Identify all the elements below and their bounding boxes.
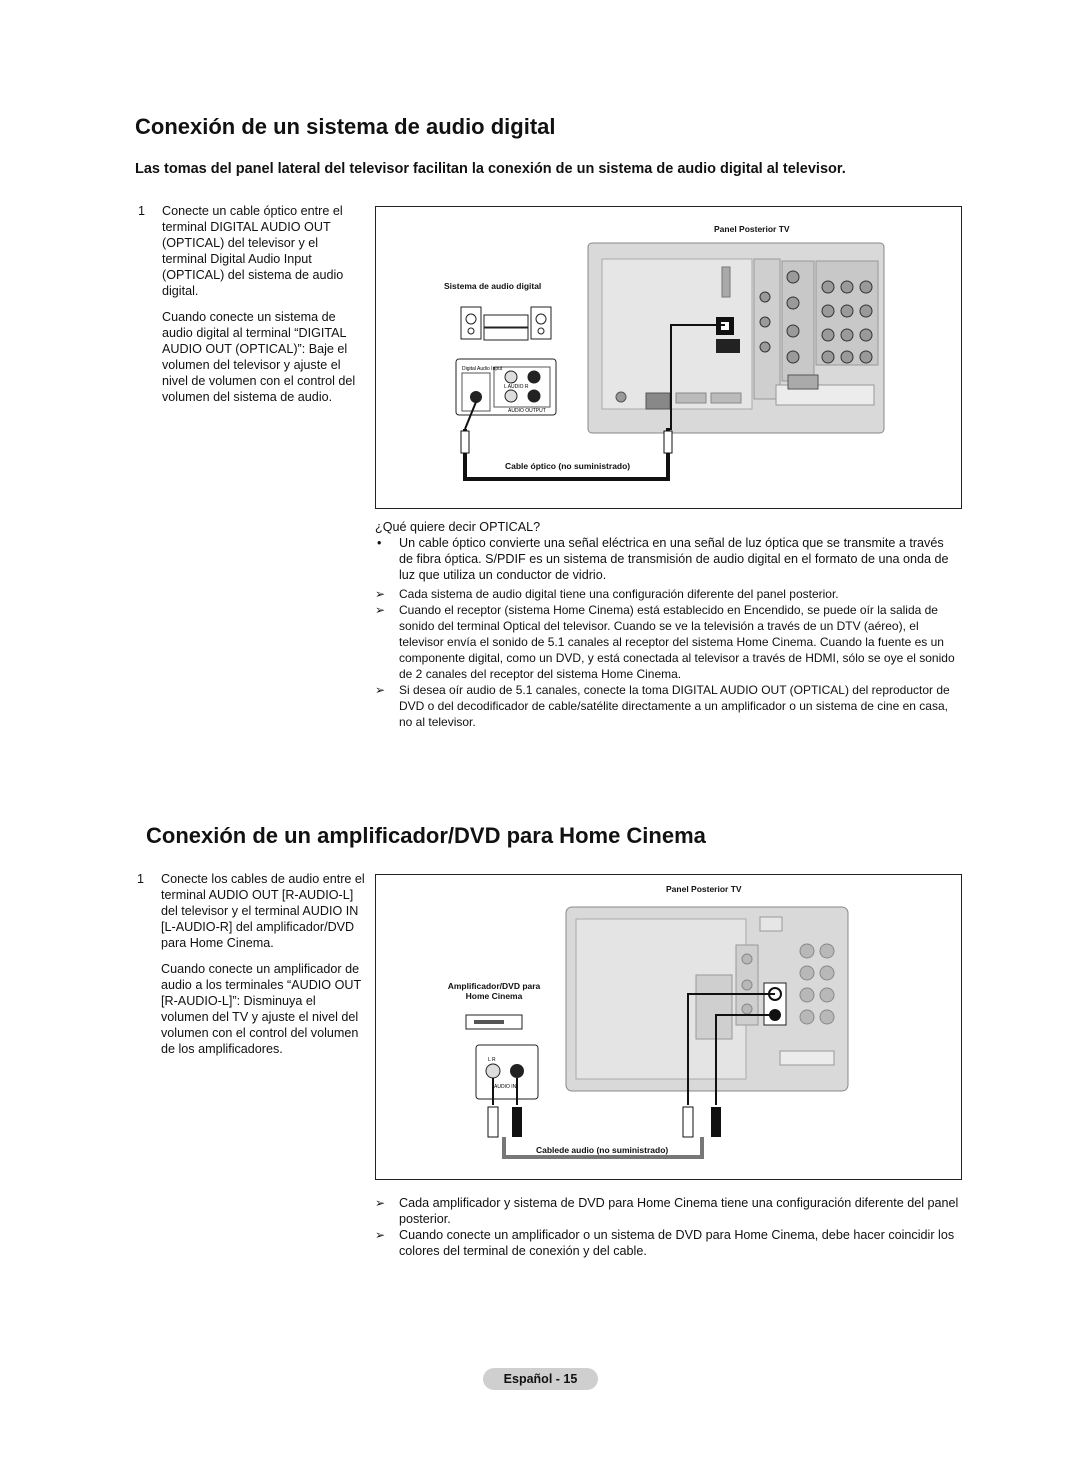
bullet-text: Un cable óptico convierte una señal eléctrica en una señal de luz óptica que se transmite a través de fibra óptica. S/PDIF es un sistema de transmisión de audio digital en el formato de una onda de luz que utiliza un conductor de vidrio.	[399, 536, 949, 582]
cable-label: Cablede audio (no suministrado)	[536, 1145, 669, 1155]
note-2	[375, 602, 960, 682]
section2-notes	[375, 1195, 960, 1259]
section2-title: Conexión de un amplificador/DVD para Home Cinema	[146, 823, 706, 848]
note-text: Si desea oír audio de 5.1 canales, conecte la toma DIGITAL AUDIO OUT (OPTICAL) del reproductor de DVD o del decodificador de cable/satélite directamente a un amplificador o un sistema de cine en casa, no al televisor.	[399, 683, 950, 729]
note-arrow-icon: ➢	[375, 683, 386, 697]
svg-text:Digital Audio Input: Digital Audio Input	[462, 366, 503, 372]
section2-step	[137, 871, 365, 1057]
device-label: Sistema de audio digital	[444, 281, 542, 291]
tv-panel-label: Panel Posterior TV	[714, 224, 790, 234]
section1-title: Conexión de un sistema de audio digital	[135, 114, 556, 139]
note-text: Cuando conecte un amplificador o un sistema de DVD para Home Cinema, debe hacer coincidir los colores del terminal de conexión y del cable.	[399, 1228, 955, 1258]
optical-bullet	[375, 535, 960, 583]
page-number-badge: Español - 15	[483, 1368, 598, 1390]
note-arrow-icon: ➢	[375, 603, 386, 617]
step-text: Conecte un cable óptico entre el terminal DIGITAL AUDIO OUT (OPTICAL) del televisor y el terminal Digital Audio Input (OPTICAL) del sistema de audio digital.	[162, 204, 344, 298]
bullet-dot: •	[377, 536, 382, 550]
note-arrow-icon: ➢	[375, 1196, 386, 1210]
note-arrow-icon: ➢	[375, 1228, 386, 1242]
amplifier-diagram	[375, 874, 962, 1180]
step-text: Conecte los cables de audio entre el terminal AUDIO OUT [R-AUDIO-L] del televisor y el terminal AUDIO IN [L-AUDIO-R] del amplificador/DVD para Home Cinema.	[161, 872, 365, 950]
svg-text:L AUDIO R: L AUDIO R	[504, 384, 529, 390]
section1-intro: Las tomas del panel lateral del televisor facilitan la conexión de un sistema de audio digital al televisor.	[135, 161, 846, 177]
optical-diagram	[375, 206, 962, 509]
optical-diagram-art	[376, 207, 961, 508]
note-text: Cada sistema de audio digital tiene una configuración diferente del panel posterior.	[399, 587, 839, 601]
section1-notes	[375, 519, 960, 730]
note-1	[375, 586, 960, 602]
device-label-line2: Home Cinema	[465, 991, 523, 1001]
svg-text:L R: L R	[488, 1057, 496, 1063]
note-3	[375, 682, 960, 730]
note-2	[375, 1227, 960, 1259]
svg-text:AUDIO OUTPUT: AUDIO OUTPUT	[508, 408, 546, 414]
step-number: 1	[138, 204, 146, 218]
svg-text:AUDIO IN: AUDIO IN	[494, 1084, 517, 1090]
section1-step	[138, 203, 366, 405]
note-1	[375, 1195, 960, 1227]
note-text: Cada amplificador y sistema de DVD para Home Cinema tiene una configuración diferente del panel posterior.	[399, 1196, 959, 1226]
device-label-line1: Amplificador/DVD para	[447, 981, 541, 991]
tv-panel-label: Panel Posterior TV	[666, 884, 742, 894]
step-note: Cuando conecte un sistema de audio digital al terminal “DIGITAL AUDIO OUT (OPTICAL)”: Baje el volumen del televisor y ajuste el nivel de volumen con el control del volumen del sistema de audio.	[162, 310, 356, 404]
step-note: Cuando conecte un amplificador de audio a los terminales “AUDIO OUT [R-AUDIO-L]”: Disminuya el volumen del TV y ajuste el nivel del volumen con el control del volumen de los amplificadores.	[161, 962, 361, 1056]
step-number: 1	[137, 872, 145, 886]
optical-question: ¿Qué quiere decir OPTICAL?	[375, 520, 541, 534]
amplifier-diagram-art	[376, 875, 961, 1179]
cable-label: Cable óptico (no suministrado)	[505, 461, 631, 471]
note-text: Cuando el receptor (sistema Home Cinema) está establecido en Encendido, se puede oír la salida de sonido del terminal Optical del televisor. Cuando se ve la televisión a través de un DTV (aéreo), el televisor envía el sonido de 5.1 canales al receptor del sistema Home Cinema. Cuando la fuente es un componente digital, como un DVD, y está conectada al televisor a través de HDMI, sólo se oye el sonido de 2 canales del receptor del sistema Home Cinema.	[399, 603, 955, 681]
note-arrow-icon: ➢	[375, 587, 386, 601]
